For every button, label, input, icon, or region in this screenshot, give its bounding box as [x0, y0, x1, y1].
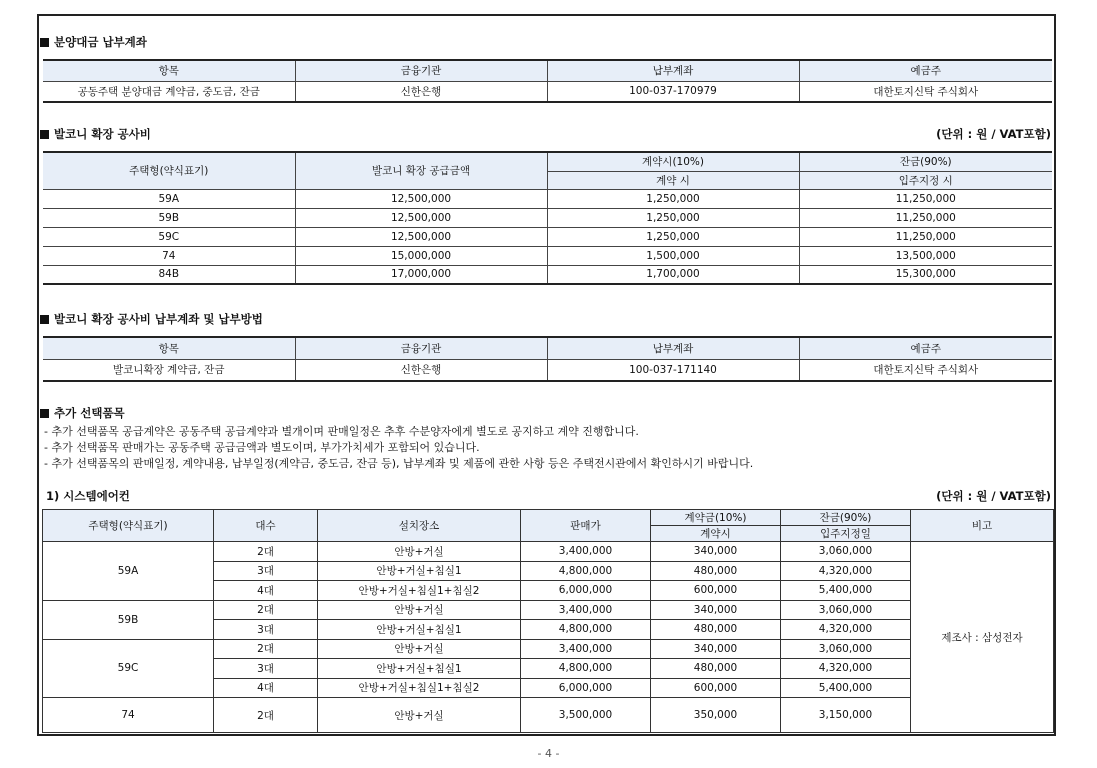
cell-holder: 대한토지신탁 주식회사 — [799, 359, 1052, 381]
table-row — [43, 246, 1052, 265]
cell-item: 공동주택 분양대금 계약금, 중도금, 잔금 — [43, 81, 295, 102]
table-cell: 480,000 — [651, 561, 781, 581]
table-cell: 안방+거실+침실1 — [318, 561, 521, 581]
table-cell: 3,400,000 — [521, 639, 651, 659]
section-title-text: 발코니 확장 공사비 — [54, 127, 151, 141]
header-count: 대수 — [214, 510, 318, 542]
table-cell: 600,000 — [651, 678, 781, 698]
table-cell: 84B — [43, 265, 295, 284]
note-line: - 추가 선택품목 공급계약은 공동주택 공급계약과 별개이며 판매일정은 추후 수분양자에게 별도로 공지하고 계약 진행합니다. — [44, 425, 639, 438]
header-bank: 금융기관 — [295, 337, 547, 359]
table-cell: 안방+거실+침실1+침실2 — [318, 678, 521, 698]
table-cell: 3,400,000 — [521, 600, 651, 620]
table-row — [43, 265, 1052, 284]
table-cell: 4,800,000 — [521, 561, 651, 581]
unit-label: (단위 : 원 / VAT포함) — [936, 127, 1051, 141]
cell-account: 100-037-170979 — [547, 81, 799, 102]
table-cell: 4,320,000 — [781, 620, 911, 640]
header-deposit: 계약시(10%) — [547, 152, 799, 171]
table-cell: 59A — [43, 189, 295, 208]
header-deposit: 계약금(10%) — [651, 510, 781, 526]
header-account: 납부계좌 — [547, 60, 799, 81]
header-balance-sub: 입주지정일 — [781, 526, 911, 542]
table-cell: 1,250,000 — [547, 189, 799, 208]
section-title-text: 추가 선택품목 — [54, 406, 125, 420]
table-cell: 1,700,000 — [547, 265, 799, 284]
header-balance-sub: 입주지정 시 — [799, 171, 1052, 189]
header-location: 설치장소 — [318, 510, 521, 542]
table-row — [43, 208, 1052, 227]
header-type: 주택형(약식표기) — [43, 510, 214, 542]
unit-label: (단위 : 원 / VAT포함) — [936, 489, 1051, 503]
table-cell: 2대 — [214, 698, 318, 733]
table-cell: 3,060,000 — [781, 639, 911, 659]
table-cell: 안방+거실+침실1 — [318, 620, 521, 640]
payment-account-table — [43, 59, 1052, 103]
table-cell: 안방+거실+침실1+침실2 — [318, 581, 521, 601]
header-supply: 발코니 확장 공급금액 — [295, 152, 547, 189]
cell-account: 100-037-171140 — [547, 359, 799, 381]
cell-type: 59B — [43, 600, 214, 639]
header-deposit-sub: 계약시 — [651, 526, 781, 542]
square-bullet-icon — [40, 409, 49, 418]
table-cell: 15,000,000 — [295, 246, 547, 265]
table-cell: 5,400,000 — [781, 678, 911, 698]
table-cell: 13,500,000 — [799, 246, 1052, 265]
table-cell: 5,400,000 — [781, 581, 911, 601]
cell-bank: 신한은행 — [295, 359, 547, 381]
table-row — [43, 639, 1054, 659]
table-row — [43, 227, 1052, 246]
cell-type: 74 — [43, 698, 214, 733]
table-cell: 17,000,000 — [295, 265, 547, 284]
square-bullet-icon — [40, 38, 49, 47]
table-cell: 11,250,000 — [799, 208, 1052, 227]
table-cell: 340,000 — [651, 542, 781, 562]
section-title-balcony-account — [40, 311, 263, 327]
table-row — [43, 189, 1052, 208]
table-cell: 12,500,000 — [295, 208, 547, 227]
cell-bank: 신한은행 — [295, 81, 547, 102]
table-cell: 6,000,000 — [521, 678, 651, 698]
table-row — [43, 698, 1054, 733]
section-title-options — [40, 405, 125, 421]
header-bank: 금융기관 — [295, 60, 547, 81]
table-cell: 59C — [43, 227, 295, 246]
section-title-balcony-cost — [40, 126, 151, 142]
table-cell: 안방+거실 — [318, 542, 521, 562]
table-cell: 12,500,000 — [295, 227, 547, 246]
table-cell: 74 — [43, 246, 295, 265]
table-cell: 4,800,000 — [521, 659, 651, 679]
cell-note: 제조사 : 삼성전자 — [911, 542, 1054, 733]
aircon-table — [42, 509, 1054, 733]
table-cell: 1,250,000 — [547, 227, 799, 246]
header-holder: 예금주 — [799, 60, 1052, 81]
square-bullet-icon — [40, 130, 49, 139]
section-title-aircon: 1) 시스템에어컨 — [46, 489, 130, 503]
table-cell: 4,320,000 — [781, 561, 911, 581]
table-cell: 3,060,000 — [781, 542, 911, 562]
header-holder: 예금주 — [799, 337, 1052, 359]
table-row — [43, 542, 1054, 562]
table-cell: 59B — [43, 208, 295, 227]
section-title-text: 분양대금 납부계좌 — [54, 35, 147, 49]
cell-type: 59A — [43, 542, 214, 601]
table-cell: 안방+거실+침실1 — [318, 659, 521, 679]
table-cell: 11,250,000 — [799, 189, 1052, 208]
table-cell: 4,800,000 — [521, 620, 651, 640]
header-balance: 잔금(90%) — [799, 152, 1052, 171]
header-price: 판매가 — [521, 510, 651, 542]
table-cell: 안방+거실 — [318, 639, 521, 659]
square-bullet-icon — [40, 315, 49, 324]
table-cell: 3,060,000 — [781, 600, 911, 620]
header-balance: 잔금(90%) — [781, 510, 911, 526]
table-cell: 1,250,000 — [547, 208, 799, 227]
header-item: 항목 — [43, 337, 295, 359]
table-cell: 3대 — [214, 659, 318, 679]
cell-holder: 대한토지신탁 주식회사 — [799, 81, 1052, 102]
table-cell: 340,000 — [651, 600, 781, 620]
table-cell: 12,500,000 — [295, 189, 547, 208]
table-cell: 3,150,000 — [781, 698, 911, 733]
page-number: - 4 - — [537, 747, 560, 760]
note-line: - 추가 선택품목 판매가는 공동주택 공급금액과 별도이며, 부가가치세가 포함되어 있습니다. — [44, 441, 480, 454]
options-notes — [44, 424, 753, 472]
header-deposit-sub: 계약 시 — [547, 171, 799, 189]
section-title-text: 발코니 확장 공사비 납부계좌 및 납부방법 — [54, 312, 263, 326]
table-cell: 2대 — [214, 542, 318, 562]
header-item: 항목 — [43, 60, 295, 81]
table-cell: 4대 — [214, 678, 318, 698]
cell-item: 발코니확장 계약금, 잔금 — [43, 359, 295, 381]
table-cell: 3,400,000 — [521, 542, 651, 562]
table-cell: 4,320,000 — [781, 659, 911, 679]
note-line: - 추가 선택품목의 판매일정, 계약내용, 납부일정(계약금, 중도금, 잔금 등), 납부계좌 및 제품에 관한 사항 등은 주택전시관에서 확인하시기 바랍니다. — [44, 457, 754, 470]
table-cell: 3대 — [214, 620, 318, 640]
table-cell: 3대 — [214, 561, 318, 581]
table-cell: 480,000 — [651, 659, 781, 679]
table-cell: 3,500,000 — [521, 698, 651, 733]
table-cell: 11,250,000 — [799, 227, 1052, 246]
section-title-payment-account — [40, 34, 147, 50]
balcony-cost-table — [43, 151, 1052, 285]
table-cell: 2대 — [214, 639, 318, 659]
table-cell: 480,000 — [651, 620, 781, 640]
table-cell: 350,000 — [651, 698, 781, 733]
cell-type: 59C — [43, 639, 214, 698]
table-row — [43, 600, 1054, 620]
table-cell: 600,000 — [651, 581, 781, 601]
header-account: 납부계좌 — [547, 337, 799, 359]
header-note: 비고 — [911, 510, 1054, 542]
table-cell: 340,000 — [651, 639, 781, 659]
table-cell: 안방+거실 — [318, 600, 521, 620]
table-cell: 15,300,000 — [799, 265, 1052, 284]
table-cell: 6,000,000 — [521, 581, 651, 601]
table-cell: 2대 — [214, 600, 318, 620]
table-cell: 4대 — [214, 581, 318, 601]
header-type: 주택형(약식표기) — [43, 152, 295, 189]
table-cell: 1,500,000 — [547, 246, 799, 265]
balcony-account-table — [43, 336, 1052, 382]
table-cell: 안방+거실 — [318, 698, 521, 733]
